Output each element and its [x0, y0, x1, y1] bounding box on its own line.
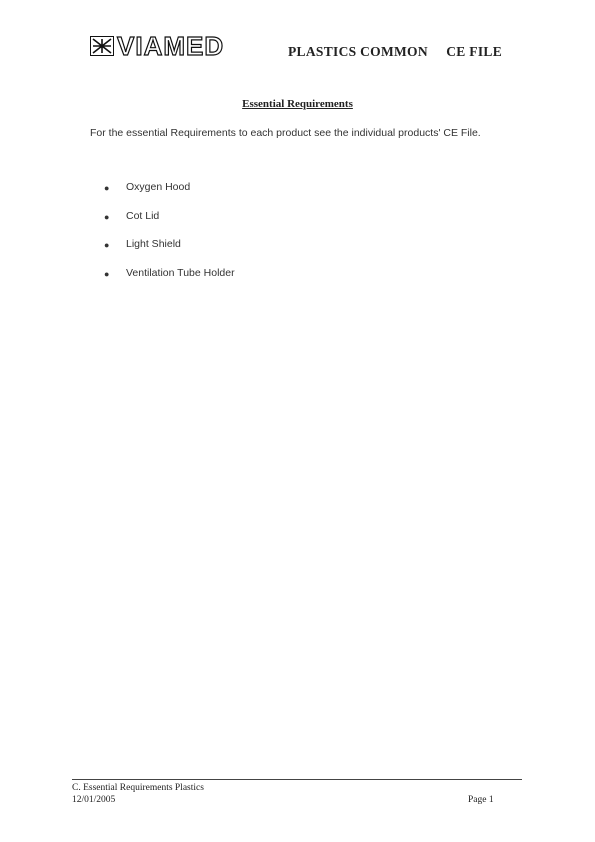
- bullet-icon: ●: [104, 268, 110, 279]
- product-label: Oxygen Hood: [126, 181, 191, 193]
- logo-wordmark: VIAMED: [117, 31, 225, 61]
- intro-paragraph: For the essential Requirements to each product see the individual products' CE File.: [90, 127, 481, 139]
- footer-page-number: Page 1: [468, 795, 494, 805]
- footer-divider: [72, 779, 522, 780]
- document-title: PLASTICS COMMON CE FILE: [288, 44, 502, 59]
- product-label: Ventilation Tube Holder: [126, 266, 235, 279]
- list-item: [104, 210, 235, 239]
- footer-document-name: C. Essential Requirements Plastics: [72, 783, 204, 793]
- product-label: Light Shield: [126, 238, 181, 250]
- list-item: [104, 181, 235, 210]
- bullet-icon: ●: [104, 240, 110, 250]
- list-item: [104, 238, 235, 267]
- product-list: [104, 181, 235, 295]
- company-logo: [90, 31, 225, 61]
- viamed-logo-icon: [90, 36, 114, 56]
- list-item: [104, 267, 235, 296]
- footer-date: 12/01/2005: [72, 795, 116, 805]
- product-label: Cot Lid: [126, 209, 160, 222]
- bullet-icon: ●: [104, 211, 110, 222]
- bullet-icon: ●: [104, 183, 110, 193]
- section-heading: Essential Requirements: [242, 98, 353, 110]
